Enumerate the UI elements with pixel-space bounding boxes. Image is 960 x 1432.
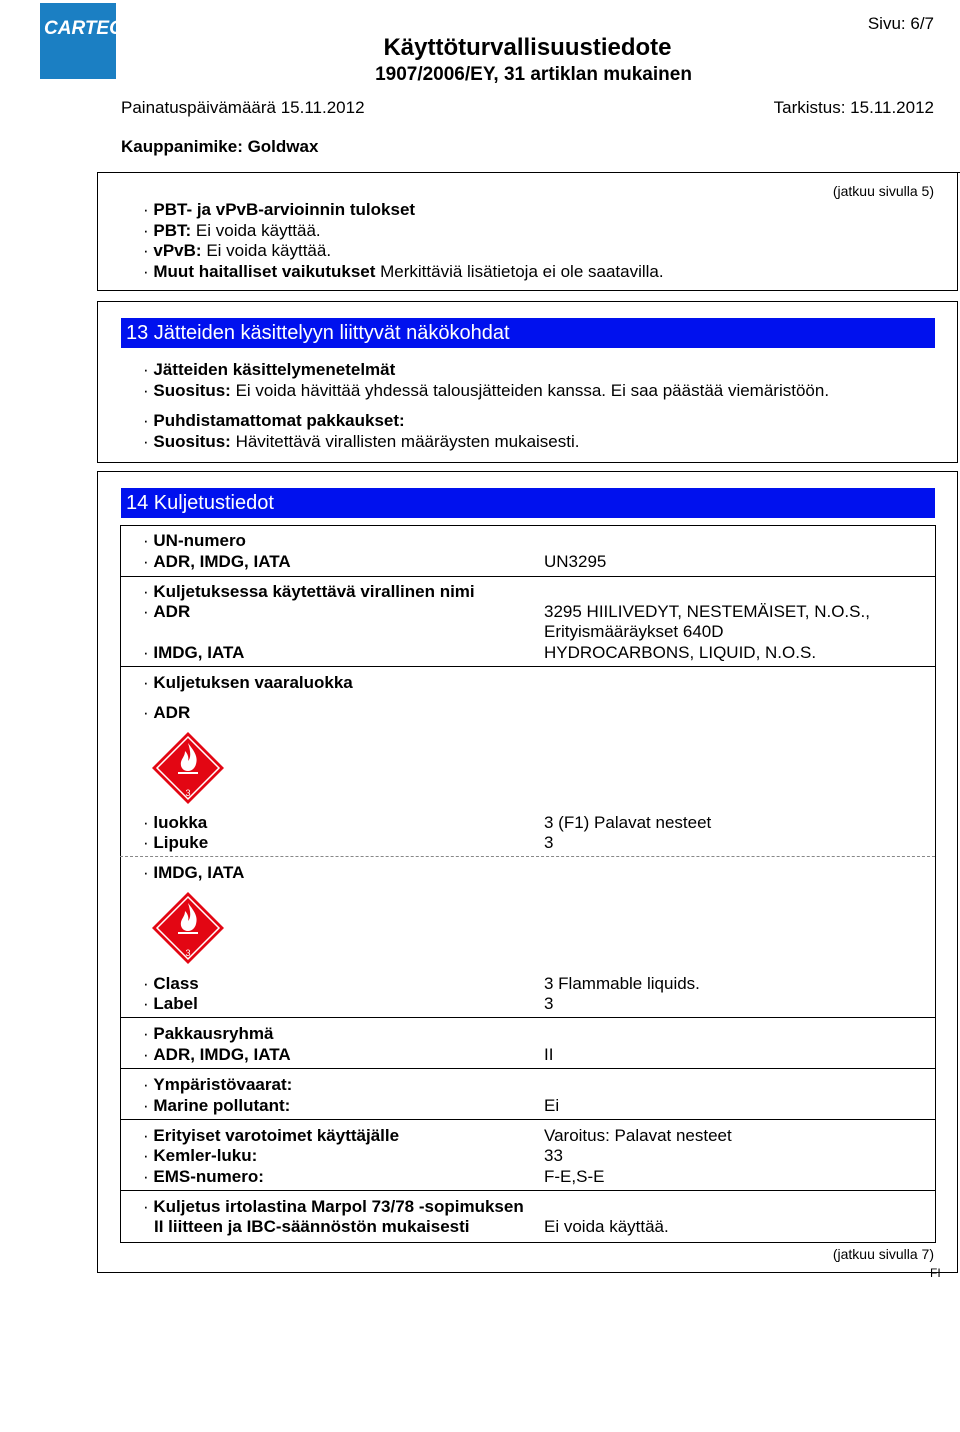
- language-code: FI: [930, 1266, 941, 1280]
- packing-group-modes: · ADR, IMDG, IATA: [143, 1045, 291, 1064]
- pbt-row: · PBT: Ei voida käyttää.: [143, 221, 321, 240]
- kemler-label: · Kemler-luku:: [143, 1146, 258, 1165]
- revision-date: Tarkistus: 15.11.2012: [773, 98, 934, 117]
- pbt-title: · PBT- ja vPvB-arvioinnin tulokset: [143, 200, 416, 219]
- waste-methods: · Jätteiden käsittelymenetelmät: [143, 360, 396, 379]
- adr-label: · ADR: [143, 602, 191, 621]
- un-value: UN3295: [544, 552, 607, 571]
- row-divider: [120, 666, 935, 667]
- row-divider: [120, 576, 935, 577]
- page-number: Sivu: 6/7: [867, 14, 934, 33]
- label-en-label: · Label: [143, 994, 198, 1013]
- waste-recommendation: · Suositus: Ei voida hävittää yhdessä talousjätteiden kanssa. Ei saa päästää viemäristöön.: [143, 381, 830, 400]
- imdg-shipping-name: HYDROCARBONS, LIQUID, N.O.S.: [544, 643, 817, 662]
- un-modes: · ADR, IMDG, IATA: [143, 552, 291, 571]
- special-precautions-label: · Erityiset varotoimet käyttäjälle: [143, 1126, 400, 1145]
- ems-label: · EMS-numero:: [143, 1167, 264, 1186]
- special-precautions-value: Varoitus: Palavat nesteet: [544, 1126, 732, 1145]
- section14-title: 14 Kuljetustiedot: [121, 488, 935, 518]
- row-divider: [120, 1190, 935, 1191]
- class-value: 3 (F1) Palavat nesteet: [544, 813, 712, 832]
- class-en-value: 3 Flammable liquids.: [544, 974, 700, 993]
- hazard-adr-label: · ADR: [143, 703, 191, 722]
- label-en-value: 3: [544, 994, 554, 1013]
- section13-title: 13 Jätteiden käsittelyyn liittyvät näkökohdat: [121, 318, 935, 348]
- un-title: · UN-numero: [143, 531, 246, 550]
- flammable-pictogram-imdg: [150, 890, 226, 966]
- document-subtitle: 1907/2006/EY, 31 artiklan mukainen: [375, 64, 692, 85]
- logo-text: CARTEC: [44, 18, 123, 39]
- lipuke-value: 3: [544, 833, 554, 852]
- hazard-class-title: · Kuljetuksen vaaraluokka: [143, 673, 353, 692]
- adr-shipping-name: 3295 HIILIVEDYT, NESTEMÄISET, N.O.S.,: [544, 602, 870, 621]
- imdg-label: · IMDG, IATA: [143, 643, 245, 662]
- marine-pollutant-label: · Marine pollutant:: [143, 1096, 291, 1115]
- document-title: Käyttöturvallisuustiedote: [383, 34, 672, 61]
- class-en-label: · Class: [143, 974, 199, 993]
- packaging-recommendation: · Suositus: Hävitettävä virallisten määräysten mukaisesti.: [143, 432, 580, 451]
- uncleaned-packaging: · Puhdistamattomat pakkaukset:: [143, 411, 405, 430]
- trade-name: Kauppanimike: Goldwax: [121, 137, 319, 156]
- continued-to: (jatkuu sivulla 7): [832, 1246, 934, 1262]
- row-divider: [120, 1068, 935, 1069]
- env-hazards-title: · Ympäristövaarat:: [143, 1075, 293, 1094]
- print-date: Painatuspäivämäärä 15.11.2012: [121, 98, 365, 117]
- vpvb-row: · vPvB: Ei voida käyttää.: [143, 241, 332, 260]
- kemler-value: 33: [544, 1146, 563, 1165]
- hazard-imdg-label: · IMDG, IATA: [143, 863, 245, 882]
- class-label: · luokka: [143, 813, 208, 832]
- dashed-divider: [120, 856, 935, 857]
- bulk-transport-label-cont: II liitteen ja IBC-säännöstön mukaisesti: [154, 1217, 470, 1236]
- flammable-pictogram-adr: [150, 730, 226, 806]
- ems-value: F-E,S-E: [544, 1167, 605, 1186]
- continued-from: (jatkuu sivulla 5): [832, 183, 934, 199]
- row-divider: [120, 1017, 935, 1018]
- adr-special-provisions: Erityismääräykset 640D: [544, 622, 724, 641]
- marine-pollutant-value: Ei: [544, 1096, 560, 1115]
- packing-group-value: II: [544, 1045, 554, 1064]
- packing-group-title: · Pakkausryhmä: [143, 1024, 274, 1043]
- pictogram-number: 3: [185, 948, 191, 958]
- other-effects-row: · Muut haitalliset vaikutukset Merkittäviä lisätietoja ei ole saatavilla.: [143, 262, 664, 281]
- lipuke-label: · Lipuke: [143, 833, 209, 852]
- pictogram-number: 3: [185, 788, 191, 798]
- bulk-transport-label: · Kuljetus irtolastina Marpol 73/78 -sopimuksen: [143, 1197, 524, 1216]
- bulk-transport-value: Ei voida käyttää.: [544, 1217, 669, 1236]
- shipping-name-title: · Kuljetuksessa käytettävä virallinen nimi: [143, 582, 475, 601]
- row-divider: [120, 1119, 935, 1120]
